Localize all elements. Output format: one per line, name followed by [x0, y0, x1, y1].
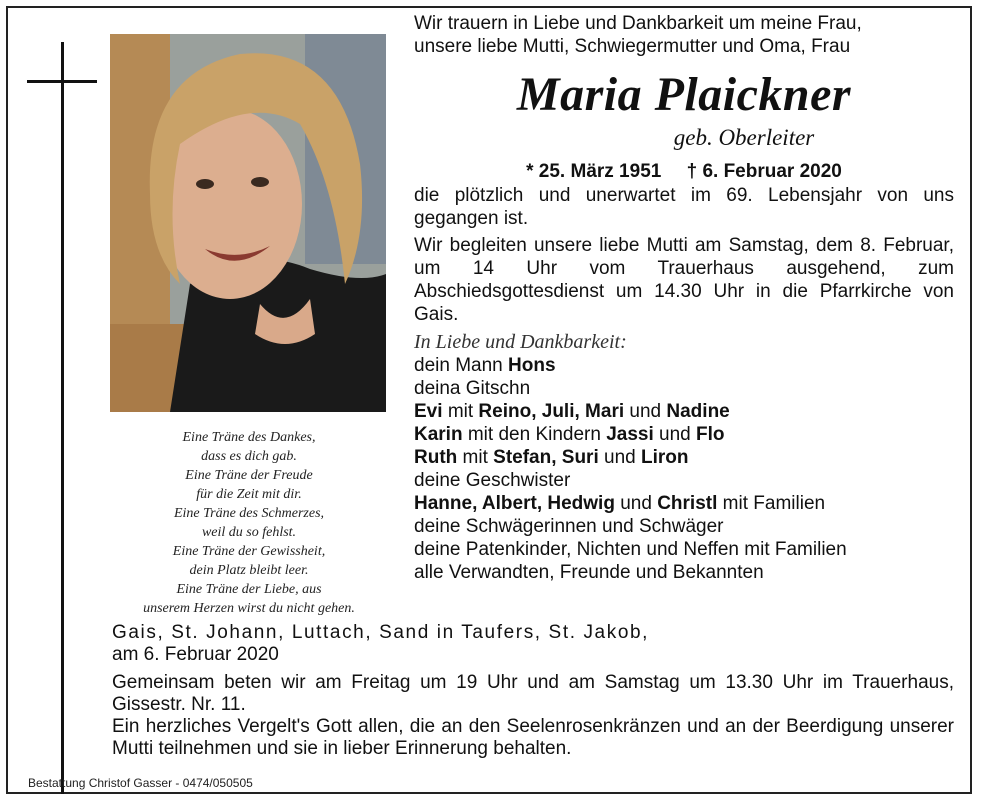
- death-date: † 6. Februar 2020: [686, 161, 842, 182]
- poem-line: Eine Träne der Liebe, aus: [176, 582, 322, 597]
- list-item: Hanne, Albert, Hedwig und Christl mit Familien: [414, 493, 826, 514]
- list-item: deine Schwägerinnen und Schwäger: [414, 516, 724, 537]
- prayer-text: Gemeinsam beten wir am Freitag um 19 Uhr und am Samstag um 13.30 Uhr im Trauerhaus, Gissestr. Nr. 11.: [112, 672, 954, 715]
- list-item: deina Gitschn: [414, 378, 531, 399]
- mourners-heading: In Liebe und Dankbarkeit:: [414, 331, 627, 353]
- intro-text: [414, 12, 954, 58]
- birth-date: * 25. März 1951: [526, 161, 662, 182]
- announcement-column: [414, 12, 954, 584]
- passing-text: die plötzlich und unerwartet im 69. Lebensjahr von uns gegangen ist.: [414, 185, 954, 229]
- poem-line: Eine Träne des Dankes,: [182, 430, 316, 445]
- deceased-name: Maria Plaickner: [516, 68, 852, 121]
- places-line: Gais, St. Johann, Luttach, Sand in Taufers, St. Jakob,: [112, 622, 650, 643]
- list-item: dein Mann Hons: [414, 355, 556, 376]
- funeral-home-footer: Bestattung Christof Gasser - 0474/050505: [28, 776, 253, 790]
- poem-line: Eine Träne des Schmerzes,: [173, 506, 325, 521]
- portrait-photo: [110, 34, 386, 412]
- list-item: alle Verwandten, Freunde und Bekannten: [414, 562, 764, 583]
- maiden-name: geb. Oberleiter: [673, 125, 815, 150]
- cross-vertical-bar: [61, 42, 64, 794]
- list-item: Evi mit Reino, Juli, Mari und Nadine: [414, 401, 730, 422]
- poem-line: für die Zeit mit dir.: [196, 487, 302, 502]
- poem-line: Eine Träne der Gewissheit,: [172, 544, 326, 559]
- mourners-list: [414, 354, 954, 584]
- date-line: am 6. Februar 2020: [112, 644, 279, 665]
- poem-line: dein Platz bleibt leer.: [189, 563, 309, 578]
- thanks-text: Ein herzliches Vergelt's Gott allen, die an den Seelenrosenkränzen und an der Beerdigung unserer Mutti teilnehmen und sie in lieber Erinnerung behalten.: [112, 716, 954, 759]
- closing-section: [112, 622, 954, 760]
- poem-line: unserem Herzen wirst du nicht gehen.: [143, 601, 355, 616]
- list-item: Karin mit den Kindern Jassi und Flo: [414, 424, 725, 445]
- list-item: deine Geschwister: [414, 470, 571, 491]
- poem-line: dass es dich gab.: [201, 449, 297, 464]
- intro-line: unsere liebe Mutti, Schwiegermutter und Oma, Frau: [414, 36, 851, 57]
- life-dates: [414, 160, 954, 184]
- funeral-text: Wir begleiten unsere liebe Mutti am Samstag, dem 8. Februar, um 14 Uhr vom Trauerhaus ausgehend, zum Abschiedsgottesdienst um 14.30 Uhr in die Pfarrkirche von Gais.: [414, 235, 954, 325]
- cross-horizontal-bar: [27, 80, 97, 83]
- poem-line: Eine Träne der Freude: [185, 468, 313, 483]
- list-item: deine Patenkinder, Nichten und Neffen mit Familien: [414, 539, 847, 560]
- poem: [108, 428, 390, 618]
- list-item: Ruth mit Stefan, Suri und Liron: [414, 447, 689, 468]
- intro-line: Wir trauern in Liebe und Dankbarkeit um meine Frau,: [414, 13, 862, 34]
- poem-line: weil du so fehlst.: [201, 525, 297, 540]
